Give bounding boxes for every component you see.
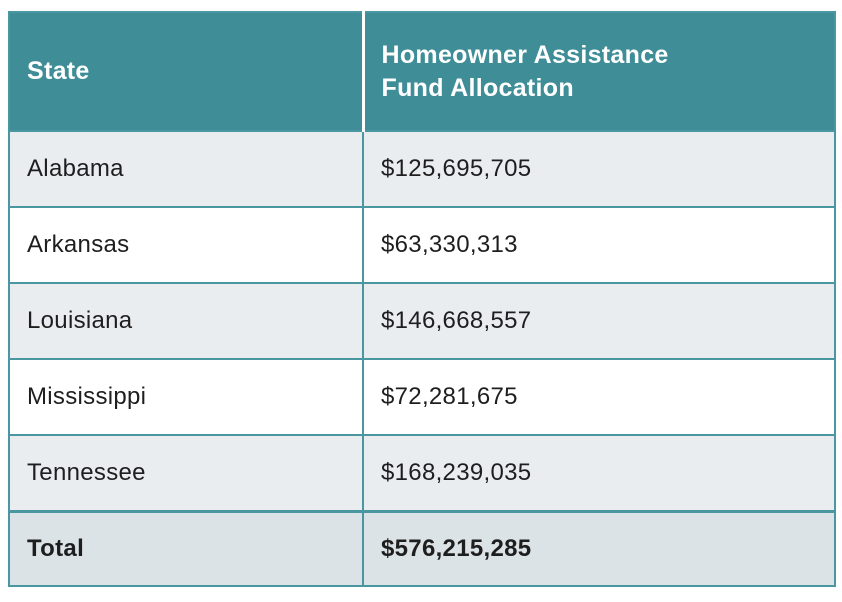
allocation-cell: $125,695,705 [363, 131, 835, 207]
state-cell: Louisiana [9, 283, 363, 359]
allocation-cell: $72,281,675 [363, 359, 835, 435]
allocation-cell: $168,239,035 [363, 435, 835, 512]
column-header-state [9, 12, 363, 131]
total-allocation-cell: $576,215,285 [363, 512, 835, 587]
table-row-alabama [9, 131, 835, 207]
allocation-cell: $63,330,313 [363, 207, 835, 283]
table-row-tennessee [9, 435, 835, 512]
total-label-cell: Total [9, 512, 363, 587]
state-cell: Mississippi [9, 359, 363, 435]
table-row-mississippi [9, 359, 835, 435]
column-header-allocation-label: Homeowner Assistance Fund Allocation [381, 41, 669, 102]
column-header-state-label: State [27, 57, 90, 86]
header-row [9, 12, 835, 131]
table-row-louisiana [9, 283, 835, 359]
homeowner-assistance-fund-table [8, 11, 836, 587]
state-cell: Arkansas [9, 207, 363, 283]
table-row-total [9, 512, 835, 587]
state-cell: Alabama [9, 131, 363, 207]
allocation-cell: $146,668,557 [363, 283, 835, 359]
table-row-arkansas [9, 207, 835, 283]
state-cell: Tennessee [9, 435, 363, 512]
column-header-allocation [363, 12, 835, 131]
